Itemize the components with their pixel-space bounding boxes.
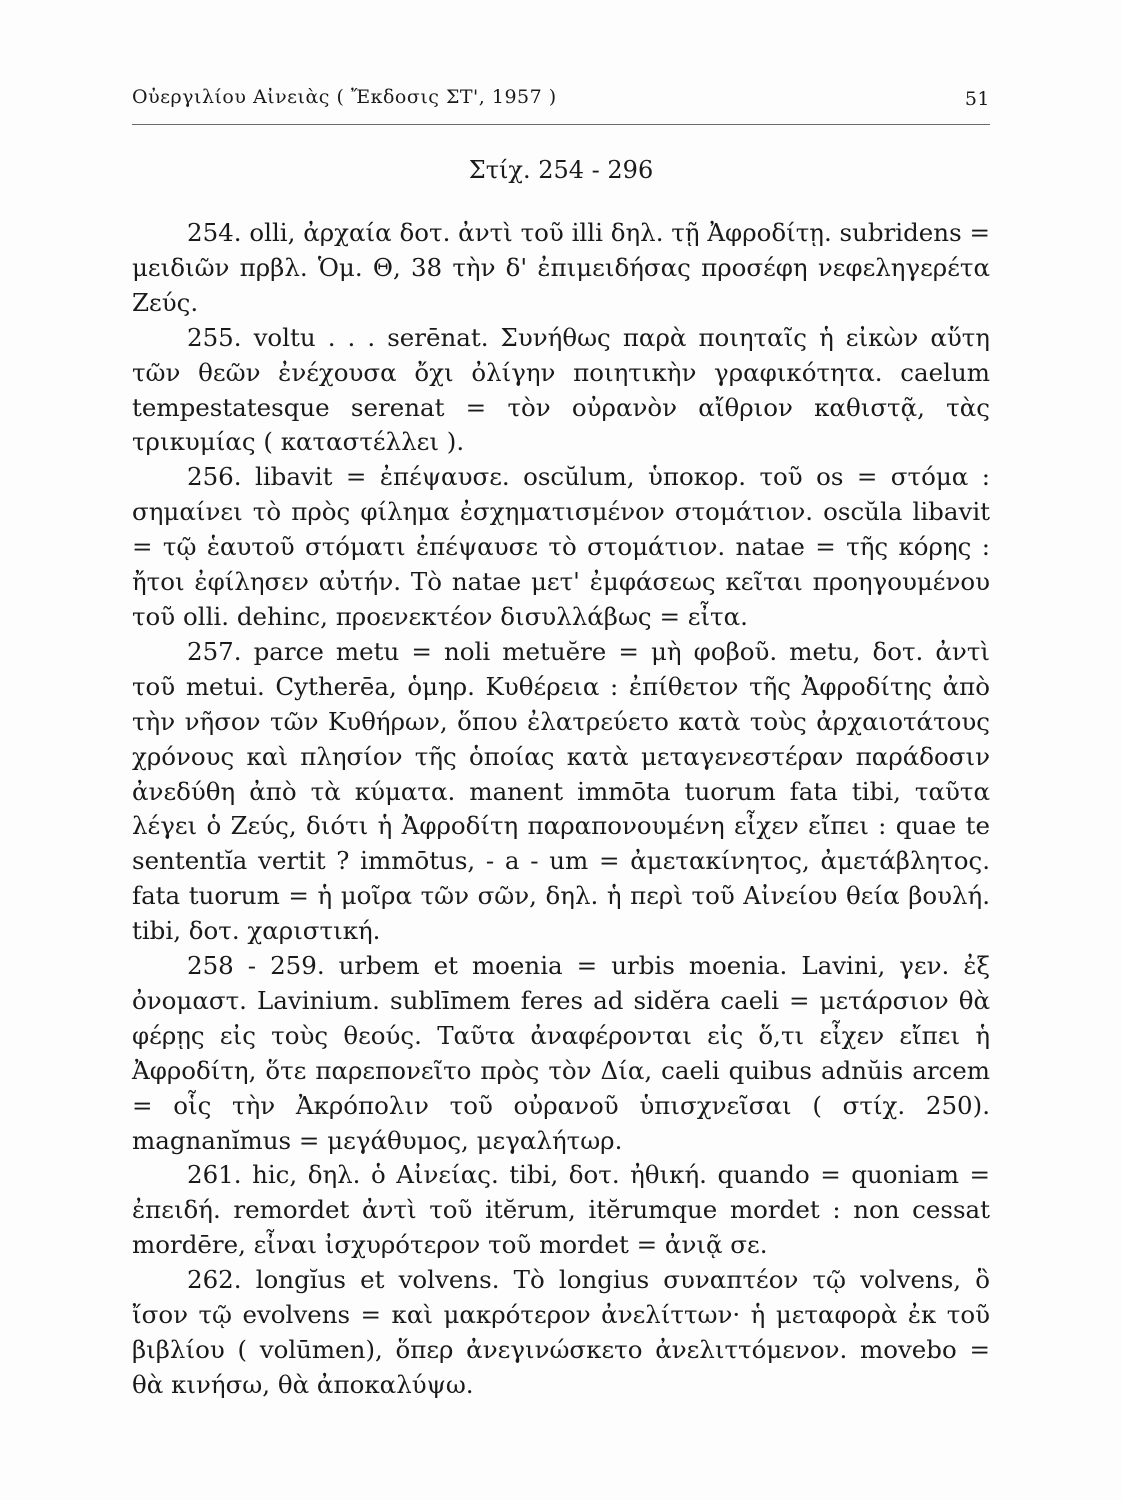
commentary-paragraph-261: 261. hic, δηλ. ὁ Αἰνείας. tibi, δοτ. ἠθική. quando = quoniam = ἐπειδή. remordet ἀντὶ τοῦ itĕrum, itĕrumque mordet : non cessat mordēre, εἶναι ἰσχυρότερον τοῦ mordet = ἀνιᾷ σε. bbox=[132, 1160, 990, 1260]
section-heading: Στίχ. 254 - 296 bbox=[468, 156, 654, 184]
commentary-paragraph-255: 255. voltu . . . serēnat. Συνήθως παρὰ ποιηταῖς ἡ εἰκὼν αὕτη τῶν θεῶν ἐνέχουσα ὄχι ὀλίγην ποιητικὴν γραφικότητα. caelum tempestatesque serenat = τὸν οὐρανὸν αἴθριον καθιστᾷ, τὰς τρικυμίας ( καταστέλλει ). bbox=[132, 322, 990, 457]
running-header bbox=[132, 86, 990, 114]
header-title: Οὐεργιλίου Αἰνειὰς ( Ἔκδοσις ΣΤ', 1957 ) bbox=[132, 86, 557, 108]
commentary-paragraph-262: 262. longĭus et volvens. Τὸ longius συναπτέον τῷ volvens, ὃ ἴσον τῷ evolvens = καὶ μακρότερον ἀνελίττων· ἡ μεταφορὰ ἐκ τοῦ βιβλίου ( volūmen), ὅπερ ἀνεγινώσκετο ἀνελιττόμενον. movebo = θὰ κινήσω, θὰ ἀποκαλύψω. bbox=[132, 1265, 990, 1399]
page-number: 51 bbox=[964, 88, 990, 110]
commentary-paragraph-254: 254. olli, ἀρχαία δοτ. ἀντὶ τοῦ illi δηλ. τῇ Ἀφροδίτῃ. subridens = μειδιῶν πρβλ. Ὁμ. Θ, 38 τὴν δ' ἐπιμειδήσας προσέφη νεφεληγερέτα Ζεύς. bbox=[132, 218, 990, 317]
commentary-paragraph-257: 257. parce metu = noli metuĕre = μὴ φοβοῦ. metu, δοτ. ἀντὶ τοῦ metui. Cytherēa, ὁμηρ. Κυθέρεια : ἐπίθετον τῆς Ἀφροδίτης ἀπὸ τὴν νῆσον τῶν Κυθήρων, ὅπου ἐλατρεύετο κατὰ τοὺς ἀρχαιοτάτους χρόνους καὶ πλησίον τῆς ὁποίας κατὰ μεταγενεστέραν παράδοσιν ἀνεδύθη ἀπὸ τὰ κύματα. manent immōta tuorum fata tibi, ταῦτα λέγει ὁ Ζεύς, διότι ἡ Ἀφροδίτη παραπονουμένη εἶχεν εἴπει : quae te sententĭa vertit ? immōtus, - a - um = ἀμετακίνητος, ἀμετάβλητος. fata tuorum = ἡ μοῖρα τῶν σῶν, δηλ. ἡ περὶ τοῦ Αἰνείου θεία βουλή. tibi, δοτ. χαριστική. bbox=[132, 636, 990, 946]
commentary-paragraph-258-259: 258 - 259. urbem et moenia = urbis moenia. Lavini, γεν. ἐξ ὀνομαστ. Lavinium. sublīmem feres ad sidĕra caeli = μετάρσιον θὰ φέρῃς εἰς τοὺς θεούς. Ταῦτα ἀναφέρονται εἰς ὅ,τι εἶχεν εἴπει ἡ Ἀφροδίτη, ὅτε παρεπονεῖτο πρὸς τὸν Δία, caeli quibus adnŭis arcem = οἷς τὴν Ἀκρόπολιν τοῦ οὐρανοῦ ὑπισχνεῖσαι ( στίχ. 250). magnanĭmus = μεγάθυμος, μεγαλήτωρ. bbox=[132, 951, 990, 1155]
header-rule bbox=[132, 124, 990, 125]
commentary-body bbox=[132, 216, 990, 1403]
commentary-paragraph-256: 256. libavit = ἐπέψαυσε. oscŭlum, ὑποκορ. τοῦ os = στόμα : σημαίνει τὸ πρὸς φίλημα ἐσχηματισμένον στομάτιον. oscŭla libavit = τῷ ἑαυτοῦ στόματι ἐπέψαυσε τὸ στομάτιον. natae = τῆς κόρης : ἤτοι ἐφίλησεν αὐτήν. Τὸ natae μετ' ἐμφάσεως κεῖται προηγουμένου τοῦ olli. dehinc, προενεκτέον δισυλλάβως = εἶτα. bbox=[132, 462, 990, 631]
